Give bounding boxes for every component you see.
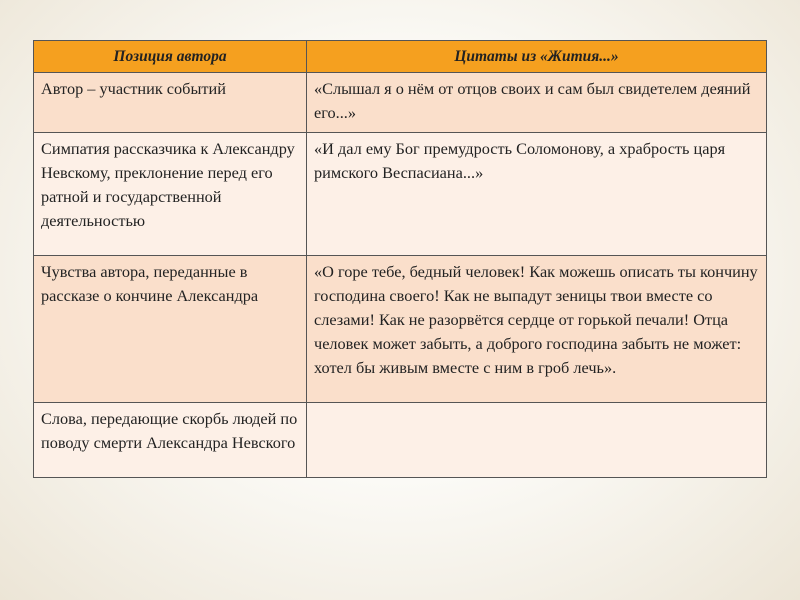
header-quotes: Цитаты из «Жития...» bbox=[307, 41, 767, 73]
quote-cell bbox=[307, 73, 767, 133]
position-cell bbox=[34, 256, 307, 403]
quote-cell bbox=[307, 403, 767, 478]
position-text: Симпатия рассказчика к Александру Невскому, преклонение перед его ратной и государственной деятельностью bbox=[41, 139, 295, 230]
table-header-row bbox=[34, 41, 767, 73]
slide-table-container bbox=[33, 40, 766, 478]
table-row bbox=[34, 73, 767, 133]
quote-text: «И дал ему Бог премудрость Соломонову, а храбрость царя римского Веспасиана...» bbox=[314, 139, 726, 182]
table-row bbox=[34, 256, 767, 403]
table-row bbox=[34, 403, 767, 478]
author-position-table bbox=[33, 40, 767, 478]
table-row bbox=[34, 133, 767, 256]
position-cell bbox=[34, 133, 307, 256]
quote-cell bbox=[307, 256, 767, 403]
position-text: Чувства автора, переданные в рассказе о кончине Александра bbox=[41, 262, 259, 305]
position-text: Автор – участник событий bbox=[41, 79, 226, 98]
quote-text: «О горе тебе, бедный человек! Как можешь описать ты кончину господина своего! Как не выпадут зеницы твои вместе со слезами! Как не разорвётся сердце от горькой печали! Отца человек может забыть, а доброго господина забыть не может: хотел бы живым вместе с ним в гроб лечь». bbox=[314, 262, 758, 377]
header-author-position: Позиция автора bbox=[34, 41, 307, 73]
quote-cell bbox=[307, 133, 767, 256]
position-cell bbox=[34, 403, 307, 478]
quote-text: «Слышал я о нём от отцов своих и сам был свидетелем деяний его...» bbox=[314, 79, 751, 122]
position-cell bbox=[34, 73, 307, 133]
position-text: Слова, передающие скорбь людей по поводу смерти Александра Невского bbox=[41, 409, 298, 452]
